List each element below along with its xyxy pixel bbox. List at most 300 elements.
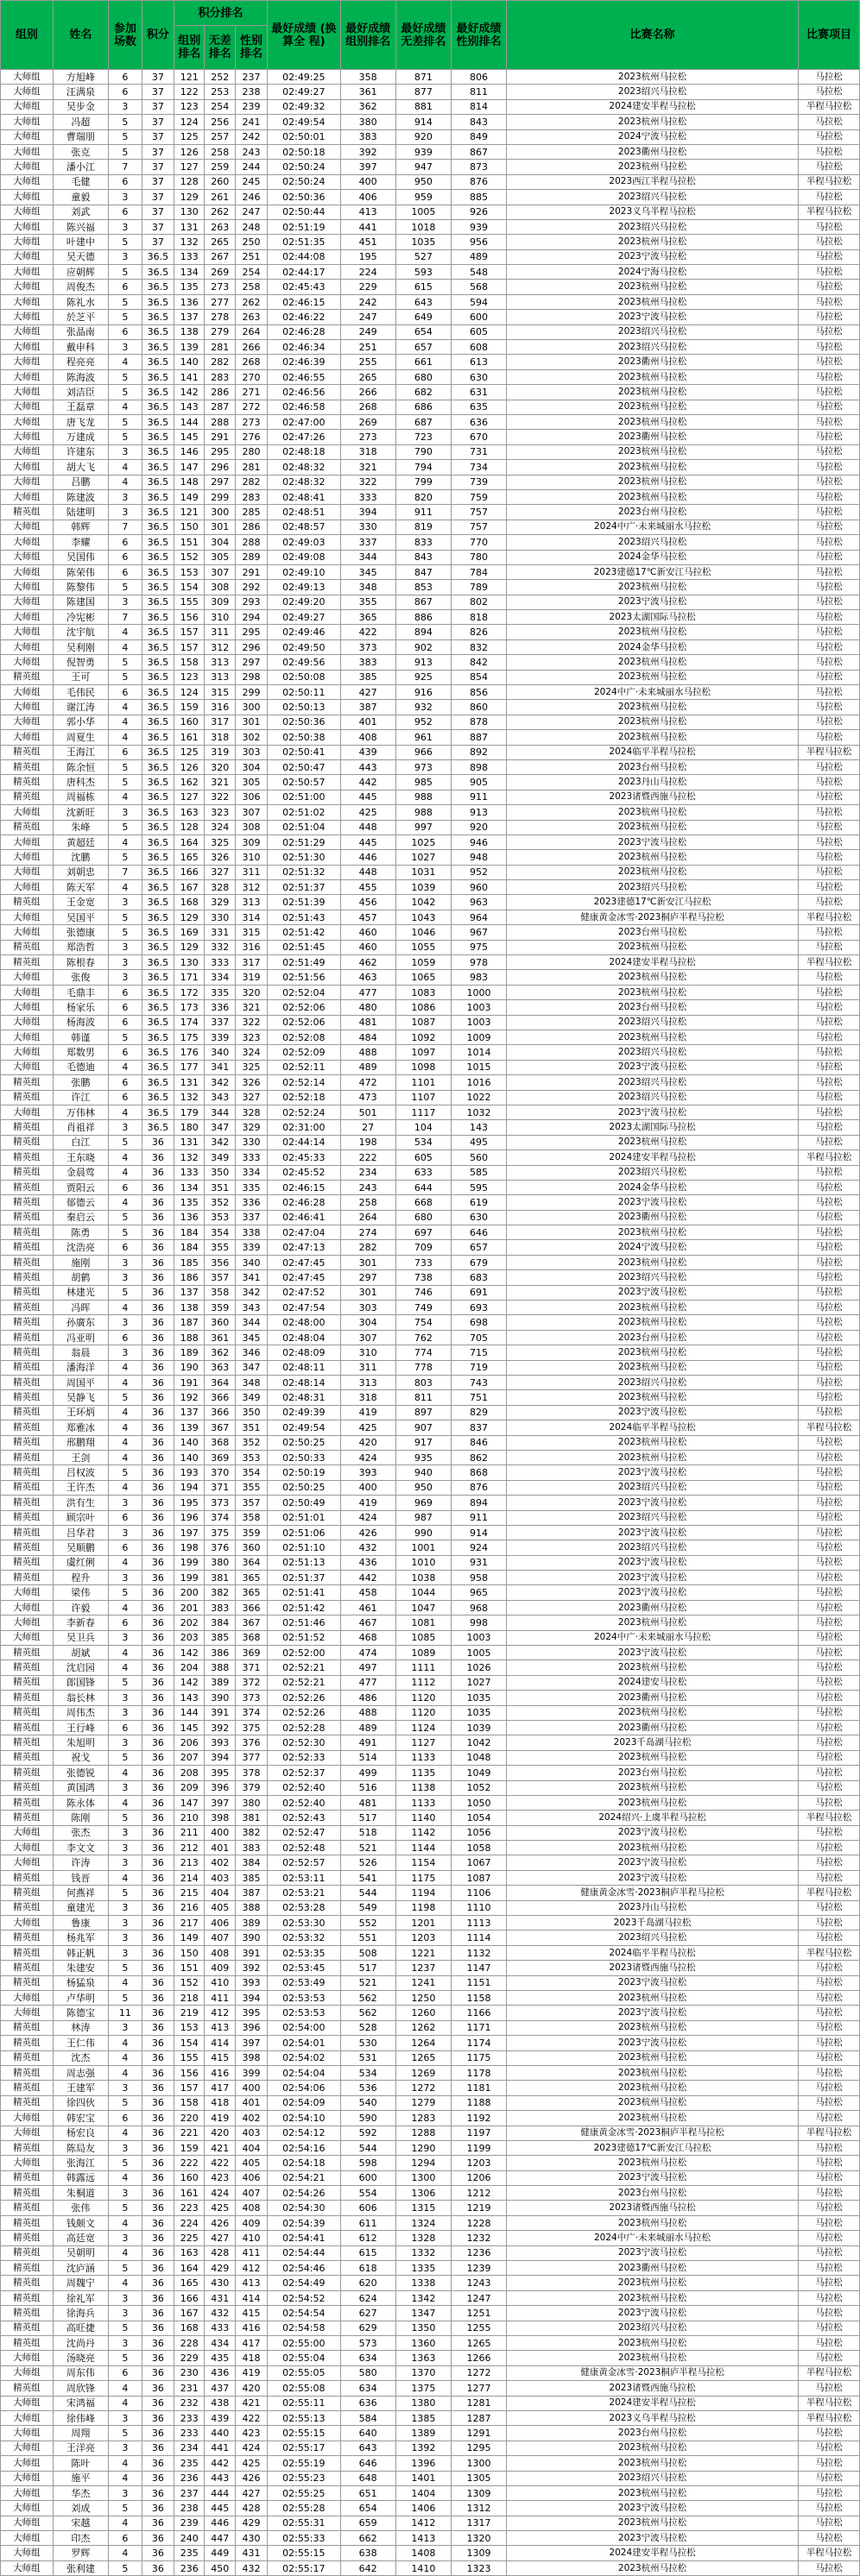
cell-best-gender-rank: 946 [451,835,506,849]
cell-points: 36.5 [142,805,174,820]
table-row [1,2065,860,2080]
cell-best-group-rank: 424 [340,1450,395,1464]
cell-event: 2024临平半程马拉松 [507,1945,799,1960]
cell-rank-gender: 395 [235,2006,267,2020]
cell-rank-group: 133 [174,249,205,264]
cell-count: 4 [109,1405,142,1420]
cell-best-group-rank: 265 [340,369,395,384]
cell-rank-gender: 251 [235,249,267,264]
cell-project: 马拉松 [798,2140,859,2155]
cell-points: 36.5 [142,340,174,355]
cell-best-group-rank: 629 [340,2321,395,2335]
header-name: 姓名 [53,1,108,70]
cell-rank-group: 177 [174,1060,205,1074]
cell-rank-group: 129 [174,910,205,924]
cell-count: 11 [109,2006,142,2020]
cell-rank-gender: 320 [235,985,267,999]
cell-best-group-rank: 518 [340,1825,395,1840]
cell-name: 罗辉 [53,2546,108,2560]
cell-points: 36 [142,1450,174,1464]
cell-best-group-rank: 442 [340,775,395,790]
cell-project: 半程马拉松 [798,955,859,970]
cell-rank-group: 190 [174,1360,205,1375]
cell-project: 马拉松 [798,970,859,985]
cell-project: 马拉松 [798,2231,859,2245]
cell-best-group-rank: 491 [340,1735,395,1750]
table-row [1,2140,860,2155]
cell-rank-all: 391 [205,1705,235,1720]
cell-project: 马拉松 [798,460,859,475]
cell-best-gender-rank: 1110 [451,1900,506,1915]
cell-group: 精英组 [1,2050,54,2065]
cell-best-group-rank: 304 [340,1315,395,1330]
cell-name: 虞红俐 [53,1555,108,1570]
cell-event: 2023杭州马拉松 [507,2351,799,2365]
cell-rank-gender: 266 [235,340,267,355]
cell-best-all-rank: 527 [395,249,451,264]
table-row [1,2351,860,2365]
cell-best-all-rank: 1332 [395,2245,451,2260]
cell-rank-group: 131 [174,1075,205,1090]
cell-rank-group: 139 [174,1420,205,1435]
cell-best-gender-rank: 1005 [451,1646,506,1660]
cell-best-gender-rank: 1255 [451,2321,506,2335]
table-row [1,2381,860,2396]
cell-project: 马拉松 [798,70,859,85]
cell-project: 马拉松 [798,790,859,804]
cell-points: 36 [142,1870,174,1885]
cell-group: 精英组 [1,2231,54,2245]
cell-rank-gender: 380 [235,1795,267,1810]
cell-rank-gender: 419 [235,2365,267,2380]
header-event: 比赛名称 [507,1,799,70]
table-row [1,520,860,534]
cell-best-all-rank: 911 [395,505,451,520]
cell-rank-all: 273 [205,280,235,294]
cell-name: 华杰 [53,2485,108,2500]
cell-best-gender-rank: 1317 [451,2516,506,2530]
cell-group: 精英组 [1,1345,54,1360]
cell-name: 刘朝忠 [53,865,108,879]
cell-event: 2023杭州马拉松 [507,1841,799,1855]
cell-group: 大师组 [1,2351,54,2365]
cell-rank-all: 425 [205,2201,235,2215]
cell-count: 3 [109,1630,142,1645]
cell-points: 36.5 [142,414,174,429]
cell-name: 王剑 [53,1450,108,1464]
cell-name: 方旭峰 [53,70,108,85]
cell-event: 2023宁波马拉松 [507,1585,799,1600]
cell-best-all-rank: 749 [395,1301,451,1315]
cell-rank-gender: 309 [235,835,267,849]
cell-best-all-rank: 1175 [395,1870,451,1885]
cell-name: 徐伟峰 [53,2410,108,2425]
cell-count: 4 [109,1150,142,1165]
cell-points: 36.5 [142,835,174,849]
cell-rank-gender: 349 [235,1390,267,1405]
cell-count: 4 [109,1435,142,1450]
cell-rank-group: 240 [174,2531,205,2546]
cell-rank-gender: 406 [235,2170,267,2185]
cell-best-group-rank: 486 [340,1691,395,1705]
cell-points: 36.5 [142,925,174,940]
table-row [1,1345,860,1360]
cell-rank-gender: 310 [235,850,267,865]
cell-best-group-rank: 627 [340,2306,395,2321]
cell-best-group-rank: 258 [340,1195,395,1210]
cell-points: 36 [142,1195,174,1210]
cell-event: 2024金华马拉松 [507,639,799,654]
cell-count: 4 [109,2381,142,2396]
cell-rank-all: 335 [205,985,235,999]
cell-project: 马拉松 [798,2485,859,2500]
cell-best-all-rank: 1038 [395,1571,451,1585]
cell-points: 36 [142,2126,174,2140]
cell-rank-gender: 340 [235,1255,267,1269]
table-row [1,775,860,790]
table-row [1,2471,860,2485]
cell-rank-all: 407 [205,1930,235,1945]
cell-best-gender-rank: 1151 [451,1975,506,1990]
cell-group: 大师组 [1,985,54,999]
cell-name: 郑浩哲 [53,940,108,954]
cell-best-group-rank: 303 [340,1301,395,1315]
cell-project: 马拉松 [798,1691,859,1705]
cell-name: 刘武 [53,205,108,219]
cell-points: 36 [142,2081,174,2095]
cell-best-all-rank: 680 [395,369,451,384]
cell-project: 马拉松 [798,2020,859,2035]
cell-best-time: 02:51:41 [268,1585,340,1600]
cell-count: 4 [109,2126,142,2140]
table-row [1,444,860,459]
table-row [1,1405,860,1420]
cell-count: 3 [109,1120,142,1135]
cell-best-group-rank: 445 [340,790,395,804]
cell-group: 精英组 [1,1510,54,1525]
cell-best-all-rank: 997 [395,820,451,835]
cell-project: 马拉松 [798,1600,859,1615]
cell-group: 大师组 [1,625,54,639]
cell-name: 陈礼水 [53,294,108,309]
cell-group: 精英组 [1,745,54,759]
cell-event: 2023台州马拉松 [507,1330,799,1345]
header-best-group: 最好成绩 组别排名 [340,1,395,70]
cell-best-time: 02:55:17 [268,2441,340,2455]
cell-group: 精英组 [1,1780,54,1795]
cell-best-group-rank: 301 [340,1285,395,1300]
cell-project: 马拉松 [798,1930,859,1945]
table-row [1,550,860,564]
cell-rank-gender: 394 [235,1991,267,2006]
cell-group: 大师组 [1,685,54,700]
cell-count: 3 [109,2020,142,2035]
cell-group: 精英组 [1,2020,54,2035]
cell-rank-all: 291 [205,430,235,444]
cell-project: 马拉松 [798,1015,859,1030]
cell-best-all-rank: 643 [395,294,451,309]
cell-project: 马拉松 [798,1855,859,1870]
cell-group: 精英组 [1,2170,54,2185]
cell-event: 2023杭州马拉松 [507,1315,799,1330]
cell-best-group-rank: 460 [340,925,395,940]
cell-project: 半程马拉松 [798,910,859,924]
cell-group: 精英组 [1,1766,54,1780]
cell-rank-group: 131 [174,219,205,234]
cell-name: 吴步金 [53,99,108,114]
cell-name: 许涛 [53,1855,108,1870]
cell-event: 2023杭州马拉松 [507,820,799,835]
cell-group: 大师组 [1,174,54,189]
cell-best-time: 02:52:06 [268,1015,340,1030]
cell-best-group-rank: 562 [340,2006,395,2020]
cell-rank-group: 164 [174,835,205,849]
cell-rank-all: 419 [205,2111,235,2126]
cell-rank-gender: 391 [235,1945,267,1960]
cell-best-time: 02:48:11 [268,1360,340,1375]
cell-rank-gender: 325 [235,1060,267,1074]
cell-best-gender-rank: 967 [451,925,506,940]
cell-best-group-rank: 534 [340,2065,395,2080]
cell-rank-group: 142 [174,1646,205,1660]
cell-group: 精英组 [1,1450,54,1464]
cell-name: 周俊杰 [53,280,108,294]
cell-best-time: 02:55:25 [268,2485,340,2500]
cell-points: 36.5 [142,430,174,444]
cell-group: 大师组 [1,1855,54,1870]
cell-best-gender-rank: 963 [451,895,506,910]
cell-event: 2024临平半程马拉松 [507,745,799,759]
cell-project: 马拉松 [798,1870,859,1885]
cell-rank-gender: 381 [235,1811,267,1825]
cell-best-group-rank: 615 [340,2245,395,2260]
cell-event: 2023台州马拉松 [507,2186,799,2201]
cell-best-group-rank: 426 [340,1525,395,1540]
cell-best-all-rank: 1198 [395,1900,451,1915]
cell-group: 大师组 [1,639,54,654]
cell-event: 2024宁波马拉松 [507,129,799,144]
cell-name: 唐科杰 [53,775,108,790]
cell-points: 36 [142,2050,174,2065]
cell-rank-gender: 243 [235,144,267,159]
cell-group: 大师组 [1,610,54,625]
cell-group: 大师组 [1,535,54,550]
cell-points: 36.5 [142,1045,174,1060]
cell-rank-group: 168 [174,895,205,910]
cell-event: 2024建安半程马拉松 [507,99,799,114]
cell-event: 2023绍兴马拉松 [507,1540,799,1555]
cell-project: 马拉松 [798,1510,859,1525]
cell-rank-all: 265 [205,235,235,249]
cell-best-group-rank: 243 [340,1180,395,1194]
cell-project: 马拉松 [798,685,859,700]
cell-best-group-rank: 27 [340,1120,395,1135]
cell-points: 36 [142,1780,174,1795]
cell-rank-group: 160 [174,715,205,729]
cell-best-group-rank: 463 [340,970,395,985]
table-row [1,1480,860,1495]
cell-rank-gender: 416 [235,2321,267,2335]
cell-group: 大师组 [1,1000,54,1015]
cell-name: 周志强 [53,2065,108,2080]
cell-rank-all: 336 [205,1000,235,1015]
cell-project: 马拉松 [798,190,859,205]
cell-name: 孙廣东 [53,1315,108,1330]
cell-best-all-rank: 833 [395,535,451,550]
cell-rank-group: 188 [174,1330,205,1345]
cell-project: 马拉松 [798,535,859,550]
cell-best-group-rank: 266 [340,385,395,400]
cell-project: 马拉松 [798,880,859,895]
cell-name: 吕华君 [53,1525,108,1540]
cell-project: 马拉松 [798,1045,859,1060]
cell-group: 精英组 [1,1750,54,1765]
cell-best-time: 02:51:39 [268,895,340,910]
table-row [1,1000,860,1015]
cell-best-gender-rank: 1281 [451,2396,506,2410]
cell-best-all-rank: 1401 [395,2471,451,2485]
cell-best-time: 02:46:34 [268,340,340,355]
table-row [1,1735,860,1750]
cell-event: 2023杭州马拉松 [507,1705,799,1720]
cell-rank-gender: 422 [235,2410,267,2425]
cell-rank-all: 369 [205,1450,235,1464]
cell-best-all-rank: 1127 [395,1735,451,1750]
cell-count: 3 [109,805,142,820]
cell-rank-group: 203 [174,1630,205,1645]
cell-project: 半程马拉松 [798,174,859,189]
table-row [1,265,860,280]
cell-event: 2023西江半程马拉松 [507,174,799,189]
cell-event: 2023绍兴马拉松 [507,219,799,234]
cell-rank-gender: 390 [235,1930,267,1945]
cell-best-gender-rank: 860 [451,700,506,715]
cell-best-gender-rank: 605 [451,324,506,339]
cell-name: 冯超 [53,115,108,129]
cell-points: 36 [142,2276,174,2290]
cell-best-gender-rank: 1272 [451,2365,506,2380]
cell-points: 36.5 [142,1105,174,1119]
cell-rank-group: 173 [174,1000,205,1015]
cell-name: 沈庐涵 [53,2261,108,2276]
cell-name: 周国平 [53,1375,108,1389]
cell-best-time: 02:46:58 [268,400,340,414]
cell-count: 4 [109,400,142,414]
cell-best-all-rank: 1144 [395,1841,451,1855]
table-row [1,955,860,970]
cell-rank-gender: 345 [235,1330,267,1345]
cell-best-all-rank: 1043 [395,910,451,924]
cell-best-group-rank: 387 [340,700,395,715]
cell-group: 精英组 [1,1301,54,1315]
cell-best-time: 02:54:41 [268,2231,340,2245]
cell-name: 郁德云 [53,1195,108,1210]
cell-count: 4 [109,1766,142,1780]
cell-event: 2023杭州马拉松 [507,2081,799,2095]
cell-rank-group: 126 [174,759,205,774]
cell-count: 3 [109,1315,142,1330]
cell-rank-group: 237 [174,2485,205,2500]
cell-event: 2023诸暨西施马拉松 [507,1961,799,1975]
cell-best-gender-rank: 630 [451,369,506,384]
cell-points: 36.5 [142,790,174,804]
cell-group: 大师组 [1,2441,54,2455]
cell-rank-all: 366 [205,1405,235,1420]
cell-rank-gender: 358 [235,1510,267,1525]
cell-best-gender-rank: 1305 [451,2471,506,2485]
table-row [1,249,860,264]
cell-rank-all: 301 [205,520,235,534]
cell-points: 37 [142,144,174,159]
cell-best-all-rank: 654 [395,324,451,339]
cell-best-gender-rank: 856 [451,685,506,700]
cell-rank-gender: 343 [235,1301,267,1315]
cell-count: 5 [109,910,142,924]
cell-name: 陈天军 [53,880,108,895]
cell-name: 宋鸿福 [53,2396,108,2410]
cell-best-group-rank: 484 [340,1030,395,1045]
cell-rank-all: 366 [205,1390,235,1405]
cell-rank-all: 417 [205,2081,235,2095]
cell-name: 童毅 [53,190,108,205]
cell-rank-all: 324 [205,820,235,835]
cell-rank-gender: 319 [235,970,267,985]
cell-rank-group: 151 [174,1961,205,1975]
cell-event: 2023义乌半程马拉松 [507,2410,799,2425]
cell-name: 毛德迪 [53,1060,108,1074]
cell-project: 马拉松 [798,1090,859,1105]
cell-count: 3 [109,190,142,205]
cell-points: 36 [142,1961,174,1975]
cell-rank-group: 123 [174,99,205,114]
cell-group: 精英组 [1,1930,54,1945]
cell-rank-all: 389 [205,1675,235,1690]
cell-best-gender-rank: 867 [451,144,506,159]
cell-event: 2024建安半程马拉松 [507,1150,799,1165]
cell-rank-gender: 250 [235,235,267,249]
cell-count: 6 [109,985,142,999]
cell-project: 马拉松 [798,1060,859,1074]
cell-name: 陈建国 [53,595,108,609]
cell-best-all-rank: 644 [395,1180,451,1194]
cell-best-time: 02:55:04 [268,2351,340,2365]
cell-rank-all: 297 [205,475,235,489]
cell-best-all-rank: 1294 [395,2156,451,2170]
cell-rank-gender: 353 [235,1450,267,1464]
table-row [1,235,860,249]
cell-name: 陈黎伟 [53,580,108,595]
cell-group: 大师组 [1,835,54,849]
cell-best-all-rank: 1133 [395,1795,451,1810]
cell-name: 张晶南 [53,324,108,339]
cell-points: 36.5 [142,580,174,595]
cell-event: 2023宁波马拉松 [507,310,799,324]
cell-name: 李耀 [53,535,108,550]
cell-group: 大师组 [1,880,54,895]
cell-project: 马拉松 [798,430,859,444]
cell-rank-all: 416 [205,2065,235,2080]
cell-project: 马拉松 [798,1390,859,1405]
table-row [1,1450,860,1464]
cell-event: 2023杭州马拉松 [507,475,799,489]
cell-best-time: 02:54:52 [268,2290,340,2305]
cell-best-gender-rank: 1015 [451,1060,506,1074]
cell-points: 36 [142,1135,174,1149]
cell-best-group-rank: 651 [340,2485,395,2500]
cell-rank-gender: 428 [235,2501,267,2516]
cell-rank-group: 132 [174,1150,205,1165]
cell-best-time: 02:51:06 [268,1525,340,1540]
